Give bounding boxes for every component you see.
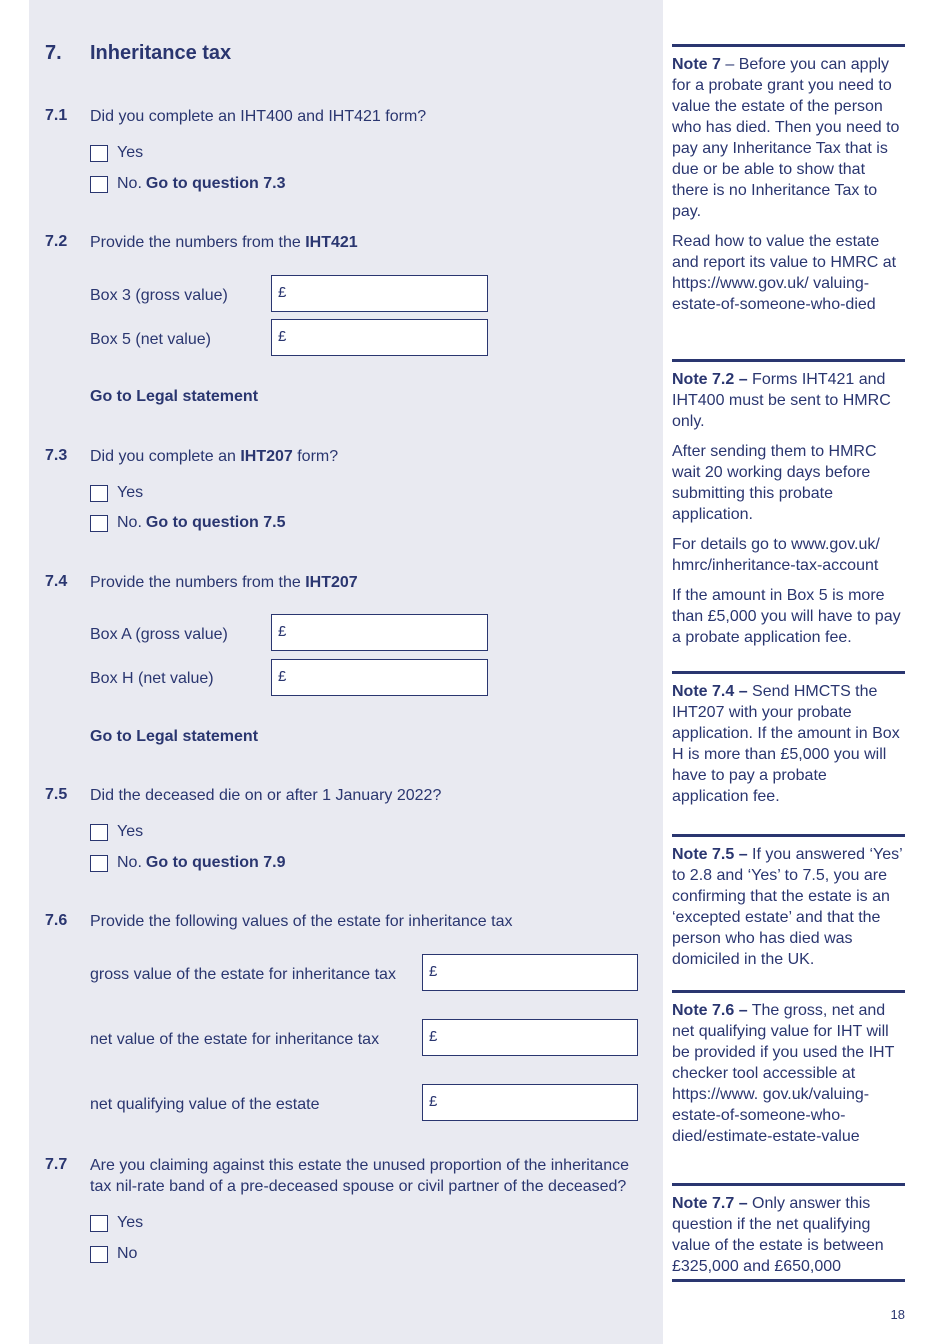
boxH-net-value-input[interactable]: £	[271, 659, 488, 696]
checkbox[interactable]	[90, 515, 108, 532]
q76-number: 7.6	[45, 912, 68, 929]
q71-option-yes[interactable]: Yes	[90, 144, 143, 162]
q72-number: 7.2	[45, 233, 68, 250]
box5-net-value-input[interactable]: £	[271, 319, 488, 356]
net-value-input[interactable]: £	[422, 1019, 638, 1056]
q73-number: 7.3	[45, 447, 68, 464]
checkbox[interactable]	[90, 855, 108, 872]
q75-text: Did the deceased die on or after 1 January 2022?	[90, 787, 442, 804]
q77-text: Are you claiming against this estate the unused proportion of the inheritance tax nil-rate band of a pre-deceased spouse or civil partner of the deceased?	[90, 1157, 629, 1195]
q72-goto-legal: Go to Legal statement	[90, 388, 259, 405]
checkbox[interactable]	[90, 485, 108, 502]
boxA-label: Box A (gross value)	[90, 626, 228, 643]
box5-label: Box 5 (net value)	[90, 331, 211, 348]
q77-option-no[interactable]: No	[90, 1245, 137, 1263]
checkbox[interactable]	[90, 1246, 108, 1263]
q75-number: 7.5	[45, 786, 68, 803]
q73-option-yes[interactable]: Yes	[90, 484, 143, 502]
q77-option-yes[interactable]: Yes	[90, 1214, 143, 1232]
q71-option-no[interactable]: No. Go to question 7.3	[90, 175, 285, 193]
q74-goto-legal: Go to Legal statement	[90, 728, 259, 745]
q74-text: Provide the numbers from the IHT207	[90, 574, 358, 591]
section-title: Inheritance tax	[90, 42, 232, 64]
q71-text: Did you complete an IHT400 and IHT421 form?	[90, 108, 427, 125]
q73-text: Did you complete an IHT207 form?	[90, 448, 339, 465]
q72-text: Provide the numbers from the IHT421	[90, 234, 358, 251]
note-7-7: Note 7.7 – Only answer this question if the net qualifying value of the estate is between £325,000 and £650,000	[672, 1183, 905, 1286]
q76-text: Provide the following values of the estate for inheritance tax	[90, 913, 513, 930]
q75-option-yes[interactable]: Yes	[90, 823, 143, 841]
q71-number: 7.1	[45, 107, 68, 124]
box3-label: Box 3 (gross value)	[90, 287, 228, 304]
net-qualifying-value-label: net qualifying value of the estate	[90, 1096, 320, 1113]
note-7-4: Note 7.4 – Send HMCTS the IHT207 with your probate application. If the amount in Box H is more than £5,000 you will have to pay a probate application fee.	[672, 671, 905, 816]
q77-number: 7.7	[45, 1156, 68, 1173]
note-7-6: Note 7.6 – The gross, net and net qualifying value for IHT will be provided if you used the IHT checker tool accessible at https://www. gov.uk/valuing-estate-of-someone-who-died/estimate-estate-value	[672, 990, 905, 1156]
gross-value-label: gross value of the estate for inheritance tax	[90, 966, 396, 983]
gross-value-input[interactable]: £	[422, 954, 638, 991]
boxA-gross-value-input[interactable]: £	[271, 614, 488, 651]
boxH-label: Box H (net value)	[90, 670, 214, 687]
note-7-2: Note 7.2 – Forms IHT421 and IHT400 must be sent to HMRC only. After sending them to HMRC wait 20 working days before submitting this probate application. For details go to www.gov.uk/ hmrc/inheritance-tax-account If the amount in Box 5 is more than £5,000 you will have to pay a probate application fee.	[672, 359, 905, 657]
notes-bottom-rule	[672, 1279, 905, 1282]
page-number: 18	[890, 1307, 905, 1322]
q75-option-no[interactable]: No. Go to question 7.9	[90, 854, 285, 872]
section-number: 7.	[45, 42, 62, 64]
q74-number: 7.4	[45, 573, 68, 590]
net-value-label: net value of the estate for inheritance tax	[90, 1031, 380, 1048]
box3-gross-value-input[interactable]: £	[271, 275, 488, 312]
checkbox[interactable]	[90, 1215, 108, 1232]
checkbox[interactable]	[90, 824, 108, 841]
note-7: Note 7 – Before you can apply for a probate grant you need to value the estate of the person who has died. Then you need to pay any Inheritance Tax that is due or be able to show that there is no Inheritance Tax to pay. Read how to value the estate and report its value to HMRC at https://www.gov.uk/ valuing-estate-of-someone-who-died	[672, 44, 905, 324]
note-7-5: Note 7.5 – If you answered ‘Yes’ to 2.8 and ‘Yes’ to 7.5, you are confirming that the estate is an ‘excepted estate’ and that the person who has died was domiciled in the UK.	[672, 834, 905, 979]
checkbox[interactable]	[90, 145, 108, 162]
q73-option-no[interactable]: No. Go to question 7.5	[90, 514, 285, 532]
net-qualifying-value-input[interactable]: £	[422, 1084, 638, 1121]
checkbox[interactable]	[90, 176, 108, 193]
